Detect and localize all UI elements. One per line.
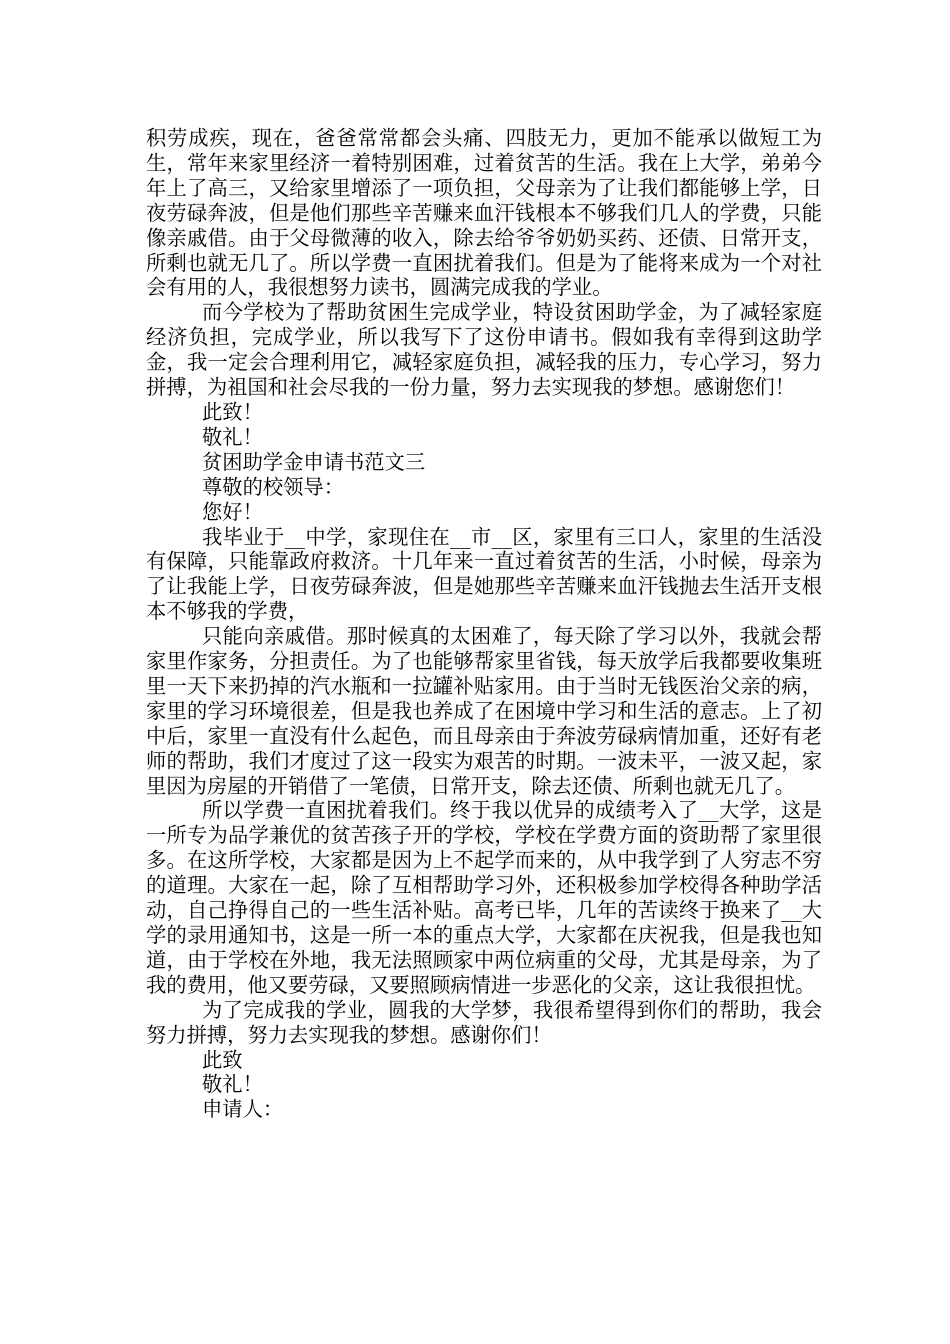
closing-salute-2: 敬礼！: [202, 1072, 263, 1097]
paragraph-family-hardship: 积劳成疾，现在，爸爸常常都会头痛、四肢无力，更加不能承以做短工为生，常年来家里经济一着特别困难，过着贫苦的生活。我在上大学，弟弟今年上了高三，又给家里增添了一项负担，父母亲为了让我们都能够上学，日夜劳碌奔波，但是他们那些辛苦赚来血汗钱根本不够我们几人的学费，只能像亲戚借。由于父母微薄的收入，除去给爷爷奶奶买药、还债、日常开支，所剩也就无几了。所以学费一直困扰着我们。但是为了能将来成为一个对社会有用的人，我很想努力读书，圆满完成我的学业。: [146, 126, 822, 300]
paragraph-childhood: 只能向亲戚借。那时候真的太困难了，每天除了学习以外，我就会帮家里作家务，分担责任。为了也能够帮家里省钱，每天放学后我都要收集班里一天下来扔掉的汽水瓶和一拉罐补贴家用。由于当时无钱医治父亲的病，家里的学习环境很差，但是我也养成了在困境中学习和生活的意志。上了初中后，家里一直没有什么起色，而且母亲由于奔波劳碌病情加重，还好有老师的帮助，我们才度过了这一段实为艰苦的时期。一波未平，一波又起，家里因为房屋的开销借了一笔债，日常开支，除去还债、所剩也就无几了。: [146, 624, 822, 798]
closing-greeting: 此致！: [202, 399, 263, 424]
paragraph-grant-purpose: 而今学校为了帮助贫困生完成学业，特设贫困助学金，为了减轻家庭经济负担，完成学业，所以我写下了这份申请书。假如我有幸得到这助学金，我一定会合理利用它，减轻家庭负担，减轻我的压力，专心学习，努力拼搏，为祖国和社会尽我的一份力量，努力去实现我的梦想。感谢您们！: [146, 300, 822, 400]
paragraph-university: 所以学费一直困扰着我们。终于我以优异的成绩考入了__大学，这是一所专为品学兼优的贫苦孩子开的学校，学校在学费方面的资助帮了家里很多。在这所学校，大家都是因为上不起学而来的，从中我学到了人穷志不穷的道理。大家在一起，除了互相帮助学习外，还积极参加学校得各种助学活动，自己挣得自己的一些生活补贴。高考已毕，几年的苦读终于换来了__大学的录用通知书，这是一所一本的重点大学，大家都在庆祝我，但是我也知道，由于学校在外地，我无法照顾家中两位病重的父母，尤其是母亲，为了我的费用，他又要劳碌，又要照顾病情进一步恶化的父亲，这让我很担忧。: [146, 798, 822, 997]
closing-salute: 敬礼！: [202, 424, 263, 449]
greeting: 您好！: [202, 499, 263, 524]
salutation: 尊敬的校领导：: [202, 474, 344, 499]
section-title: 贫困助学金申请书范文三: [202, 449, 426, 474]
paragraph-background: 我毕业于__中学，家现住在__市__区，家里有三口人，家里的生活没有保障，只能靠政府救济。十几年来一直过着贫苦的生活，小时候，母亲为了让我能上学，日夜劳碌奔波，但是她那些辛苦赚来血汗钱抛去生活开支根本不够我的学费，: [146, 524, 822, 624]
applicant-label: 申请人：: [202, 1097, 284, 1122]
closing-greeting-2: 此致: [202, 1047, 243, 1072]
document-body: [146, 126, 822, 1122]
paragraph-request: 为了完成我的学业，圆我的大学梦，我很希望得到你们的帮助，我会努力拼搏，努力去实现我的梦想。感谢你们！: [146, 997, 822, 1047]
